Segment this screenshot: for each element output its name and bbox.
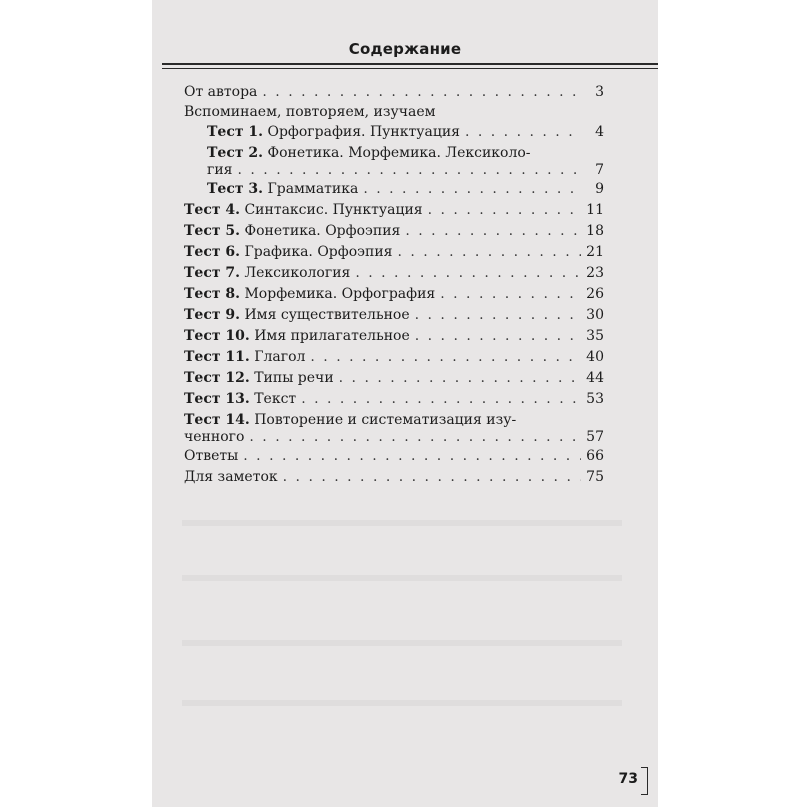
page-number: 9: [595, 181, 604, 197]
dot-leader: [310, 347, 581, 368]
toc-entry: Тест 7. Лексикология . . . 23: [184, 263, 604, 284]
folio-page-number: 73: [618, 771, 638, 787]
table-of-contents: [184, 82, 604, 488]
page-number: 4: [595, 124, 604, 140]
page-number: 35: [586, 328, 604, 344]
title-rule-thin: [162, 68, 658, 69]
dot-leader: [243, 446, 581, 467]
bleed-through: [182, 520, 622, 526]
toc-section: Вспоминаем, повторяем, изучаем: [184, 104, 436, 120]
page-number: 53: [586, 391, 604, 407]
dot-leader: [415, 326, 581, 347]
dot-leader: [249, 429, 581, 446]
toc-entry: Тест 2. Фонетика. Морфемика. Лексиколо- гия . . . 7: [184, 143, 604, 179]
toc-entry: Тест 9. Имя существительное . . . 30: [184, 305, 604, 326]
page-number: 26: [586, 286, 604, 302]
dot-leader: [238, 162, 582, 179]
toc-entry: Тест 4. Синтаксис. Пунктуация . . . 11: [184, 200, 604, 221]
title-rule: [162, 63, 658, 65]
bleed-through: [182, 700, 622, 706]
page-number: 40: [586, 349, 604, 365]
toc-entry: Тест 1. Орфография. Пунктуация . . . 4: [184, 122, 604, 143]
page-number: 18: [586, 223, 604, 239]
folio-bracket: [641, 767, 648, 795]
dot-leader: [283, 467, 581, 488]
page-number: 11: [586, 202, 604, 218]
dot-leader: [440, 284, 581, 305]
toc-entry: Ответы . . . 66: [184, 446, 604, 467]
dot-leader: [363, 179, 581, 200]
bleed-through: [182, 640, 622, 646]
toc-entry: От автора . . . 3: [184, 82, 604, 103]
toc-entry: Тест 10. Имя прилагательное . . . 35: [184, 326, 604, 347]
toc-entry: Тест 6. Графика. Орфоэпия . . . 21: [184, 242, 604, 263]
dot-leader: [428, 200, 581, 221]
page-number: 3: [595, 84, 604, 100]
page-number: 57: [586, 429, 604, 445]
toc-entry: Тест 13. Текст . . . 53: [184, 389, 604, 410]
page-title: Содержание: [348, 40, 462, 58]
toc-entry: Тест 14. Повторение и систематизация изу- ченного . . . 57: [184, 410, 604, 446]
dot-leader: [465, 122, 581, 143]
dot-leader: [355, 263, 581, 284]
dot-leader: [339, 368, 581, 389]
toc-entry: Тест 12. Типы речи . . . 44: [184, 368, 604, 389]
page-number: 44: [586, 370, 604, 386]
dot-leader: [398, 242, 582, 263]
toc-entry: Тест 8. Морфемика. Орфография . . . 26: [184, 284, 604, 305]
page-number: 30: [586, 307, 604, 323]
toc-entry: Для заметок . . . 75: [184, 467, 604, 488]
page-number: 7: [595, 162, 604, 178]
dot-leader: [301, 389, 581, 410]
dot-leader: [405, 221, 581, 242]
toc-entry: Тест 5. Фонетика. Орфоэпия . . . 18: [184, 221, 604, 242]
page-number: 66: [586, 448, 604, 464]
toc-entry: Тест 3. Грамматика . . . 9: [184, 179, 604, 200]
page-number: 75: [586, 469, 604, 485]
page-number: 21: [586, 244, 604, 260]
dot-leader: [415, 305, 581, 326]
toc-entry: Тест 11. Глагол . . . 40: [184, 347, 604, 368]
dot-leader: [262, 82, 581, 103]
bleed-through: [182, 575, 622, 581]
page-number: 23: [586, 265, 604, 281]
book-page: [152, 0, 658, 807]
